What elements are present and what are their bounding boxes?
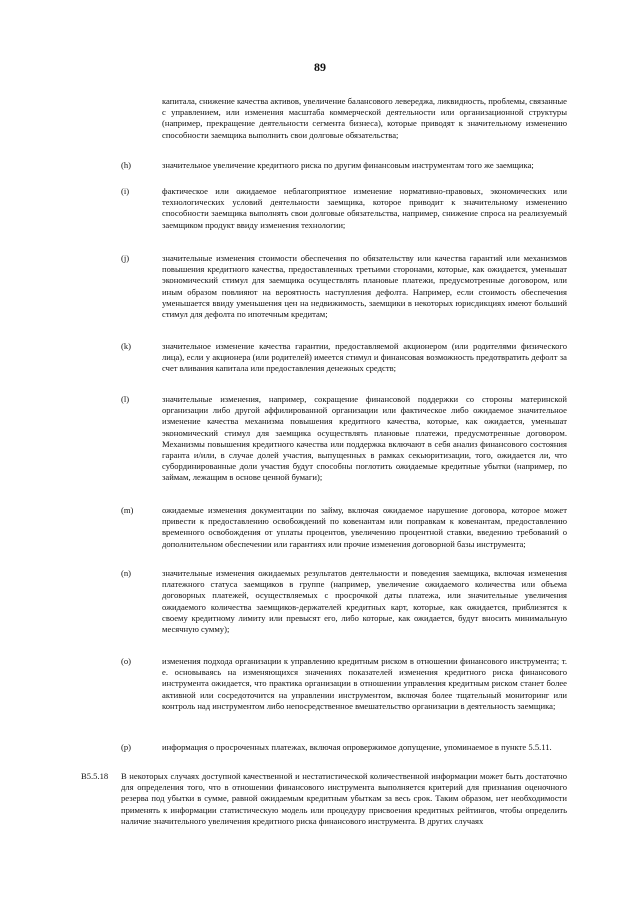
list-item-label: (h): [121, 160, 132, 170]
list-item-text: ожидаемые изменения документации по займу, включая ожидаемое нарушение договора, которое может привести к предоставлению освобождений по ковенантам или поправкам к ковенантам, предоставлению временного освобождения от уплаты процентов, увеличению процентной ставки, введению требований о дополнительном обеспечении или гарантиях или прочие изменения договорной базы инструмента;: [162, 505, 567, 549]
page-number: 89: [314, 60, 326, 74]
list-item-text: значительные изменения ожидаемых результатов деятельности и поведения заемщика, включая изменения платежного статуса заемщиков в группе (например, увеличение ожидаемого количества или объема договорных платежей, осуществляемых с просрочкой даты платежа, или значительные увеличения ожидаемого количества заемщиков-держателей кредитных карт, которые, как ожидается, приблизятся к своему кредитному лимиту или превысят его, либо которые, как ожидается, будут вносить минимальную месячную сумму);: [162, 568, 567, 635]
list-item-label: (o): [121, 656, 132, 666]
list-item-label: (p): [121, 742, 132, 752]
list-item-label: (l): [121, 394, 130, 404]
list-item-text: значительное увеличение кредитного риска по другим финансовым инструментам того же заемщика;: [162, 160, 534, 170]
list-item-label: (i): [121, 186, 130, 196]
list-item-label: (j): [121, 253, 130, 263]
list-item-text: изменения подхода организации к управлению кредитным риском в отношении финансового инструмента; т. е. основываясь на изменяющихся значениях показателей изменения кредитного риска финансового инструмента ожидается, что практика организации в отношении управления кредитным риском станет более активной или сосредоточится на управлении инструментом, включая более тщательный мониторинг или контроль над инструментом либо непосредственное вмешательство организации в деятельность заемщика;: [162, 656, 567, 711]
list-item-text: значительные изменения, например, сокращение финансовой поддержки со стороны материнской организации либо другой аффилированной организации или фактическое либо ожидаемое значительное изменение качества механизма повышения кредитного качества, которые, как ожидается, уменьшат экономический стимул для заемщика осуществлять плановые платежи, предусмотренные договором. Механизмы повышения кредитного качества или поддержка включают в себя анализ финансового состояния гаранта и/или, в случае долей участия, выпущенных в рамках секьюритизации, того, ожидается ли, что субординированные доли участия будут способны поглотить ожидаемые кредитные убытки (например, по займам, лежащим в основе ценной бумаги);: [162, 394, 567, 483]
list-item-text: значительное изменение качества гарантии, предоставляемой акционером (или родителями физического лица), если у акционера (или родителей) имеется стимул и финансовая возможность предотвратить дефолт за счет вливания капитала или предоставления денежных средств;: [162, 341, 567, 374]
list-item-text: значительные изменения стоимости обеспечения по обязательству или качества гарантий или механизмов повышения кредитного качества, предоставленных третьими сторонами, которые, как ожидается, уменьшат экономический стимул для заемщика осуществлять плановые платежи, предусмотренные договором, или иным образом повлияют на вероятность наступления дефолта. Например, если стоимость обеспечения уменьшается ввиду уменьшения цен на недвижимость, заемщики в некоторых юрисдикциях имеют больший стимул для дефолта по ипотечным кредитам;: [162, 253, 567, 320]
list-item-text: фактическое или ожидаемое неблагоприятное изменение нормативно-правовых, экономических или технологических условий деятельности заемщика, которое приводит к значительному изменению способности заемщика выполнять свои долговые обязательства, например, снижение спроса на реализуемый заемщиком продукт ввиду изменения технологии;: [162, 186, 567, 230]
section-text: В некоторых случаях доступной качественной и нестатистической количественной информации может быть достаточно для определения того, что в отношении финансового инструмента выполняется критерий для признания оценочного резерва под убытки в сумме, равной ожидаемым кредитным убыткам за весь срок. Таким образом, нет необходимости применять к информации статистическую модель или процедуру присвоения кредитных рейтингов, чтобы определить наличие значительного увеличения кредитного риска финансового инструмента. В других случаях: [121, 771, 567, 826]
list-item-label: (n): [121, 568, 132, 578]
list-item-label: (m): [121, 505, 134, 515]
section-number: B5.5.18: [81, 771, 109, 781]
list-item-label: (k): [121, 341, 132, 351]
list-item-text: информация о просроченных платежах, включая опровержимое допущение, упоминаемое в пункте 5.5.11.: [162, 742, 552, 752]
continuation-paragraph: капитала, снижение качества активов, увеличение балансового левереджа, ликвидность, проблемы, связанные с управлением, или изменения масштаба коммерческой деятельности или организационной структуры (например, прекращение деятельности сегмента бизнеса), которые приводят к значительному изменению способности заемщика выполнить свои долговые обязательства;: [162, 96, 567, 140]
